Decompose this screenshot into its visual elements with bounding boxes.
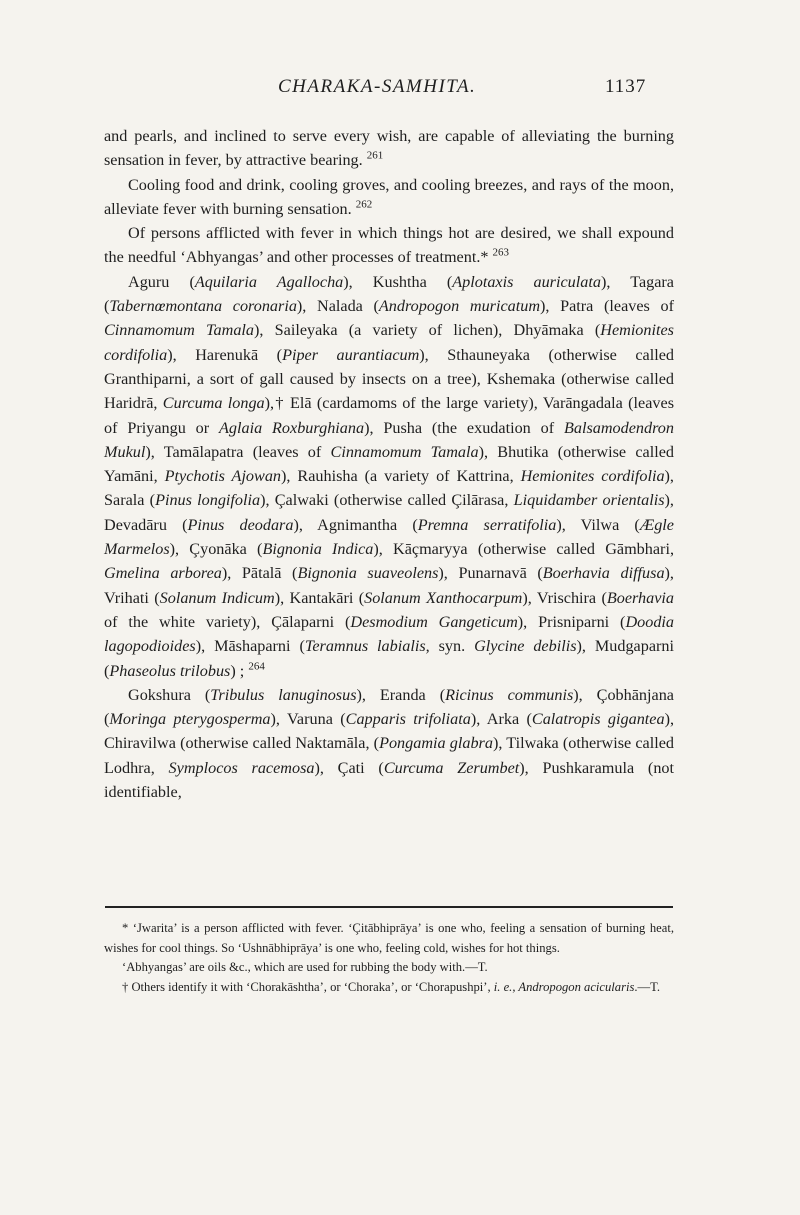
botanical-name: Gmelina arborea — [104, 564, 222, 583]
verse-number: 264 — [248, 660, 265, 673]
botanical-name: Bignonia suaveolens — [297, 564, 439, 583]
paragraph-265 — [104, 683, 674, 804]
botanical-name: Moringa pterygosperma — [109, 710, 271, 729]
botanical-name: Phaseolus trilobus — [109, 661, 231, 680]
botanical-name: Curcuma Zerumbet — [383, 758, 520, 777]
botanical-name: Tribulus lanuginosus — [210, 685, 357, 704]
botanical-name: Aglaia Roxburghiana — [219, 418, 365, 437]
botanical-name: Cinnamomum Tamala — [104, 321, 255, 340]
botanical-name: Premna serratifolia — [417, 515, 557, 534]
botanical-name: Piper aurantiacum — [282, 345, 420, 364]
botanical-name: Curcuma longa — [162, 394, 265, 413]
botanical-name: Ricinus communis — [445, 685, 574, 704]
botanical-name: Pongamia glabra — [379, 734, 493, 753]
botanical-name: Tabernœmontana coronaria — [109, 297, 297, 316]
verse-number: 262 — [355, 198, 373, 211]
botanical-name: Hemionites cordifolia — [104, 321, 674, 364]
paragraph-text: Aguru (Aquilaria Agallocha), Kushtha (Aplotaxis auriculata), Tagara (Tabernœmontana coronaria), Nalada (Andropogon muricatum), Patra (leaves of Cinnamomum Tamala), Saileyaka (a variety of lichen), Dhyāmaka (Hemionites cordifolia), Harenukā (Piper aurantiacum), Sthauneyaka (otherwise called Granthiparni, a sort of gall caused by insects on a tree), Kshemaka (otherwise called Haridrā, Curcuma longa),† Elā (cardamoms of the large variety), Varāngadala (leaves of Priyangu or Aglaia Roxburghiana), Pusha (the exudation of Balsamodendron Mukul), Tamālapatra (leaves of Cinnamomum Tamala), Bhutika (otherwise called Yamāni, Ptychotis Ajowan), Rauhisha (a variety of Kattrina, Hemionites cordifolia), Sarala (Pinus longifolia), Çalwaki (otherwise called Çilārasa, Liquidamber orientalis), Devadāru (Pinus deodara), Agnimantha (Premna serratifolia), Vilwa (Ægle Marmelos), Çyonāka (Bignonia Indica), Kāçmaryya (otherwise called Gāmbhari, Gmelina arborea), Pātalā (Bignonia suaveolens), Punarnavā (Boerhavia diffusa), Vrihati (Solanum Indicum), Kantakāri (Solanum Xanthocarpum), Vrischira (Boerhavia of the white variety), Çālaparni (Desmodium Gangeticum), Prisniparni (Doodia lagopodioides), Māshaparni (Teramnus labialis, syn. Glycine debilis), Mudgaparni (Phaseolus trilobus) ; — [104, 272, 675, 680]
body-text — [104, 124, 674, 804]
footnote-jwarita: * ‘Jwarita’ is a person afflicted with fever. ‘Çitābhiprāya’ is one who, feeling a sensation of burning heat, wishes for cool things. So ‘Ushnābhiprāya’ is one who, feeling cold, wishes for hot things. — [104, 921, 674, 955]
paragraph-264 — [104, 270, 674, 683]
botanical-name: Liquidamber orientalis — [513, 491, 665, 510]
page-header — [0, 76, 800, 104]
botanical-name: Teramnus labialis, — [304, 637, 430, 656]
botanical-name: Ægle Marmelos — [104, 515, 674, 559]
botanical-name: Balsamodendron Mukul — [104, 418, 674, 461]
botanical-name: Solanum Xanthocarpum — [364, 588, 523, 607]
botanical-name: Cinnamomum Tamala — [330, 442, 479, 461]
botanical-name: Glycine debilis — [474, 637, 577, 656]
paragraph-text: Of persons afflicted with fever in which things hot are desired, we shall expound the needful ‘Abhyangas’ and other processes of treatment.* — [104, 224, 674, 267]
botanical-name: Bignonia Indica — [262, 540, 374, 559]
paragraph-text: Cooling food and drink, cooling groves, and cooling breezes, and rays of the moon, alleviate fever with burning sensation. — [104, 175, 674, 218]
botanical-name: Capparis trifoliata — [345, 710, 471, 729]
botanical-name: Hemionites cordifolia — [520, 467, 665, 486]
botanical-name: Symplocos racemosa — [168, 758, 315, 777]
page-number: 1137 — [605, 76, 647, 97]
paragraph-261 — [104, 124, 674, 173]
botanical-name: Pinus deodara — [187, 515, 294, 534]
botanical-name: Doodia lagopodioides — [104, 612, 675, 656]
botanical-name: Pinus longifolia — [155, 491, 261, 510]
verse-number: 263 — [492, 247, 510, 260]
botanical-name: Aquilaria Agallocha — [194, 272, 344, 291]
running-title: CHARAKA-SAMHITA. — [278, 76, 477, 97]
botanical-name: Andropogon muricatum — [378, 297, 541, 316]
botanical-name: Boerhavia — [606, 588, 675, 607]
footnote-abhyangas: ‘Abhyangas’ are oils &c., which are used for rubbing the body with.—T. — [122, 960, 488, 975]
botanical-name: Boerhavia diffusa — [542, 564, 665, 583]
footnote-choraka: † Others identify it with ‘Chorakāshtha’, or ‘Choraka’, or ‘Chorapushpi’, i. e., Andropogon acicularis.—T. — [122, 979, 661, 994]
botanical-name: Solanum Indicum — [159, 588, 275, 607]
verse-number: 261 — [366, 149, 384, 162]
paragraph-262 — [104, 173, 674, 222]
footnote-divider — [105, 906, 673, 908]
botanical-name: i. e., Andropogon acicularis — [493, 979, 635, 994]
botanical-name: Calatropis gigantea — [531, 710, 665, 729]
paragraph-text: and pearls, and inclined to serve every wish, are capable of alleviating the burning sensation in fever, by attractive bearing. — [104, 127, 674, 170]
botanical-name: Desmodium Gangeticum — [350, 612, 518, 631]
botanical-name: Aplotaxis auriculata — [452, 272, 601, 291]
paragraph-263 — [104, 221, 674, 270]
footnotes — [104, 919, 674, 997]
paragraph-text: Gokshura (Tribulus lanuginosus), Eranda (Ricinus communis), Çobhānjana (Moringa pterygosperma), Varuna (Capparis trifoliata), Arka (Calatropis gigantea), Chiravilwa (otherwise called Naktamāla, (Pongamia glabra), Tilwaka (otherwise called Lodhra, Symplocos racemosa), Çati (Curcuma Zerumbet), Pushkaramula (not identifiable, — [104, 685, 675, 802]
botanical-name: Ptychotis Ajowan — [164, 467, 282, 486]
